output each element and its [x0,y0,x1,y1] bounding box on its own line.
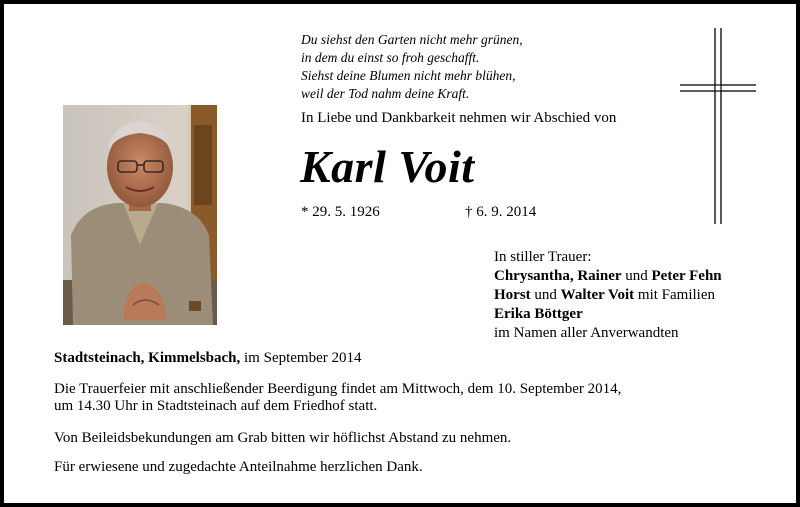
mourners-line [494,286,722,305]
poem [301,31,523,103]
death-date: † 6. 9. 2014 [465,204,537,220]
poem-line: in dem du einst so froh geschafft. [301,50,480,65]
mourners-heading: In stiller Trauer: [494,249,592,265]
portrait-photo [63,105,217,325]
mourner-names: Chrysantha, Rainer [494,268,622,284]
deceased-name: Karl Voit [300,141,475,192]
funeral-line: Die Trauerfeier mit anschließender Beerdigung findet am Mittwoch, dem 10. September 2014, [54,381,622,397]
mourner-names: Horst [494,287,531,303]
mourners-footer: im Namen aller Anverwandten [494,325,679,341]
place-names: Stadtsteinach, Kimmelsbach, [54,350,241,366]
mourner-names: Erika Böttger [494,306,583,322]
mourners-block [494,248,722,343]
funeral-notice [54,381,621,415]
poem-line: Du siehst den Garten nicht mehr grünen, [301,32,523,47]
connector-text: mit Familien [634,287,715,303]
connector-text: und [621,268,652,284]
mourner-names: Peter Fehn [651,268,722,284]
obituary-card [4,4,796,503]
connector-text: und [530,287,561,303]
condolence-request: Von Beileidsbekundungen am Grab bitten wir höflichst Abstand zu nehmen. [54,430,512,446]
mourner-names: Walter Voit [560,287,635,303]
cross-icon [680,28,756,224]
poem-line: Siehst deine Blumen nicht mehr blühen, [301,68,516,83]
place-date: im September 2014 [240,350,362,366]
poem-line: weil der Tod nahm deine Kraft. [301,86,470,101]
funeral-line: um 14.30 Uhr in Stadtsteinach auf dem Friedhof statt. [54,398,378,414]
birth-date: * 29. 5. 1926 [301,204,380,220]
intro-text: In Liebe und Dankbarkeit nehmen wir Abschied von [301,110,617,126]
mourners-line [494,267,722,286]
place-date-line [54,350,362,367]
thanks-line: Für erwiesene und zugedachte Anteilnahme herzlichen Dank. [54,459,423,475]
